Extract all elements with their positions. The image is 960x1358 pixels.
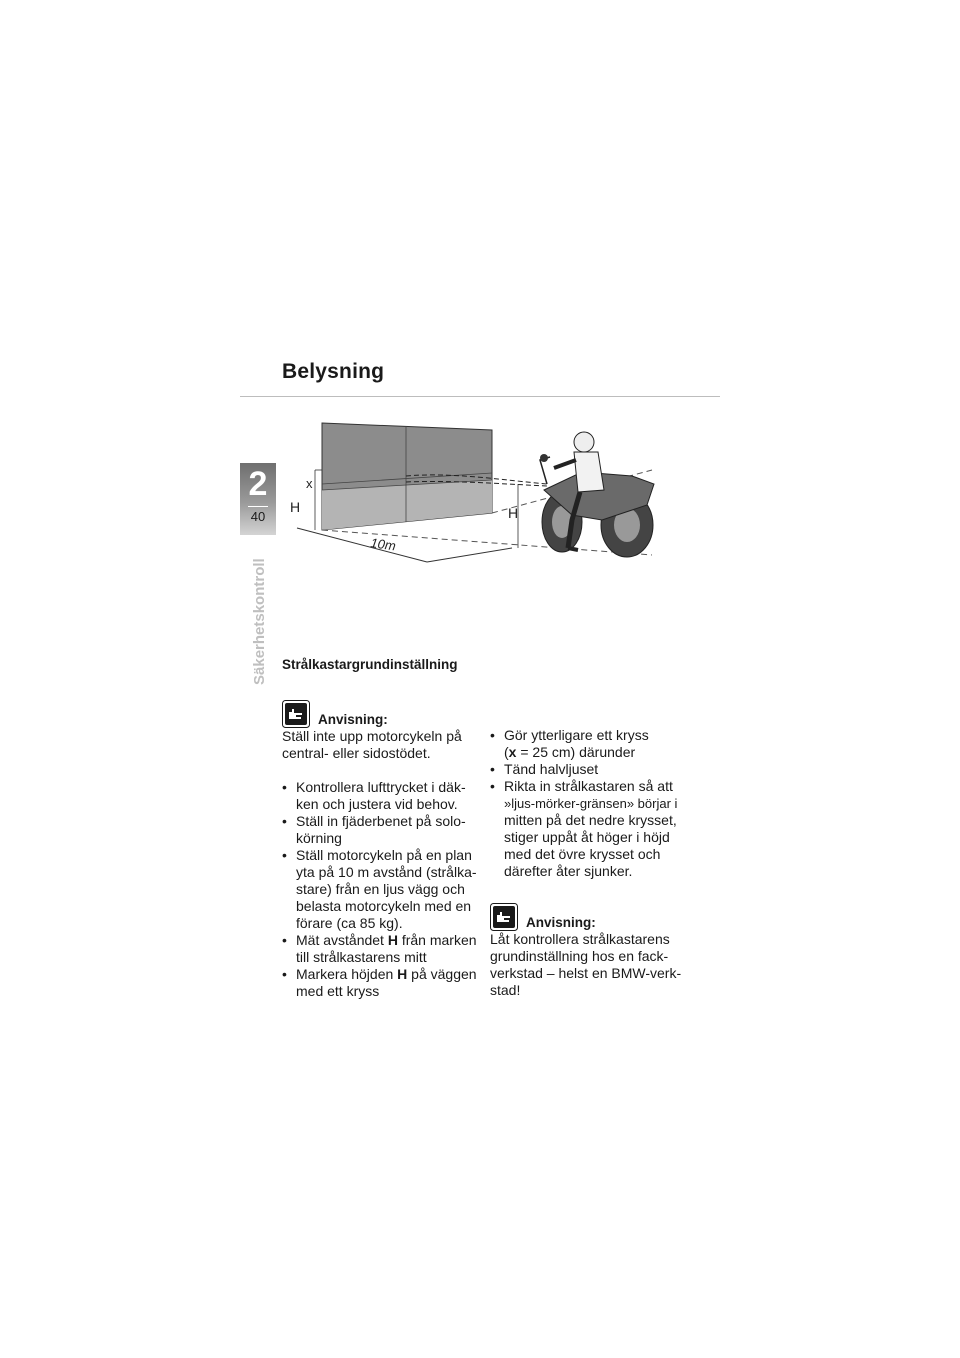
list-item-line: • Ställ motorcykeln på en plan — [296, 847, 472, 863]
list-item — [490, 761, 700, 778]
list-item-line: • Gör ytterligare ett kryss — [504, 727, 649, 743]
note-hand-icon — [282, 700, 310, 728]
note-header — [490, 897, 700, 931]
chapter-divider — [248, 506, 268, 507]
list-item-line: • Kontrollera lufttrycket i däk- — [296, 779, 466, 795]
ground-line-far — [427, 548, 512, 562]
list-item-line: med det övre krysset och — [504, 846, 661, 862]
list-item — [490, 727, 700, 761]
list-item-line: • Ställ in fjäderbenet på solo- — [296, 813, 466, 829]
side-chapter-label: Säkerhetskontroll — [251, 558, 268, 685]
left-column — [282, 694, 482, 1000]
text-span: Markera höjden — [296, 966, 398, 982]
list-item — [282, 932, 482, 966]
list-item-line: • Tänd halvljuset — [504, 761, 599, 777]
label-distance: 10m — [369, 535, 397, 554]
text-span: Mät avståndet — [296, 932, 388, 948]
list-item-line: därefter åter sjunker. — [504, 863, 633, 879]
section-heading: Strålkastargrundinställning — [282, 657, 458, 672]
list-item-line — [296, 932, 482, 949]
label-x: x — [306, 476, 313, 491]
list-item-line: mitten på det nedre krysset, — [504, 812, 677, 828]
list-item-line: till strålkastarens mitt — [296, 949, 427, 965]
list-item — [282, 966, 482, 1000]
page-title: Belysning — [282, 360, 385, 383]
spacer — [490, 880, 700, 897]
bold-symbol: H — [387, 932, 398, 948]
list-item — [282, 813, 482, 847]
title-divider — [240, 396, 720, 397]
list-item-line: »ljus-mörker-gränsen» börjar i — [504, 796, 678, 811]
note-text-line: grundinställning hos en fack- — [490, 948, 669, 964]
label-h-wall: H — [290, 499, 301, 515]
list-item-line — [504, 744, 700, 761]
text-span: = 25 cm) därunder — [516, 744, 636, 760]
list-item-line: stiger uppåt åt höger i höjd — [504, 829, 670, 845]
page-number: 40 — [250, 509, 266, 524]
note-text-line: stad! — [490, 982, 521, 998]
note-label: Anvisning: — [526, 915, 596, 930]
list-item — [490, 778, 700, 880]
note-text-line: verkstad – helst en BMW-verk- — [490, 965, 682, 981]
bold-symbol: x — [508, 744, 517, 760]
headlight-adjustment-figure — [282, 410, 682, 610]
chapter-tab — [240, 463, 276, 535]
list-item — [282, 847, 482, 932]
note-label: Anvisning: — [318, 712, 388, 727]
list-item-line: förare (ca 85 kg). — [296, 915, 403, 931]
text-span: från marken — [397, 932, 477, 948]
note-hand-icon — [490, 903, 518, 931]
list-item-line — [296, 966, 482, 983]
list-item-line: ken och justera vid behov. — [296, 796, 458, 812]
list-item-line: stare) från en ljus vägg och — [296, 881, 465, 897]
bold-symbol: H — [397, 966, 408, 982]
list-item-line: med ett kryss — [296, 983, 380, 999]
spacer — [282, 762, 482, 779]
note-text-line: Ställ inte upp motorcykeln på — [282, 728, 462, 744]
right-bullet-list — [490, 727, 700, 880]
chapter-number: 2 — [248, 465, 268, 503]
text-span: ( — [504, 744, 509, 760]
left-bullet-list — [282, 779, 482, 1000]
list-item — [282, 779, 482, 813]
list-item-line: körning — [296, 830, 342, 846]
right-column — [490, 727, 700, 999]
note-header — [282, 694, 482, 728]
list-item-line: yta på 10 m avstånd (strålka- — [296, 864, 477, 880]
note-text-line: central- eller sidostödet. — [282, 745, 431, 761]
text-span: på väggen — [407, 966, 477, 982]
label-h-bike: H — [508, 505, 519, 521]
note-text-line: Låt kontrollera strålkastarens — [490, 931, 670, 947]
list-item-line: belasta motorcykeln med en — [296, 898, 472, 914]
list-item-line: • Rikta in strålkastaren så att — [504, 778, 673, 794]
